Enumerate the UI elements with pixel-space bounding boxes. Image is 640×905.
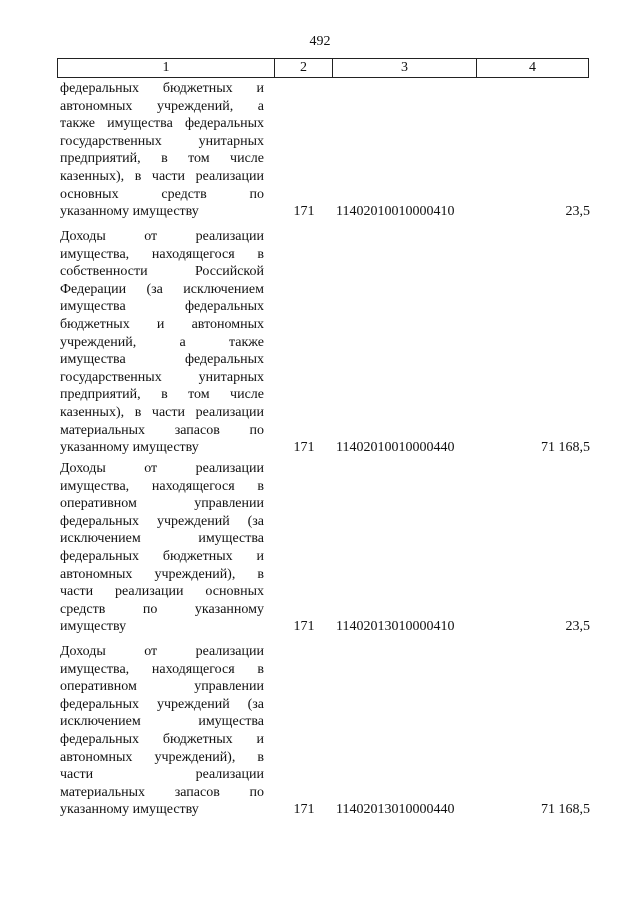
table-row <box>60 228 590 457</box>
budget-classification-code: 11402013010000440 <box>336 802 455 818</box>
row-description <box>60 460 264 636</box>
description-line: государственных унитарных <box>60 369 264 385</box>
description-line: также имущества федеральных <box>60 116 264 132</box>
description-line: федеральных бюджетных и <box>60 731 264 747</box>
table-row <box>60 460 590 636</box>
description-line: автономных учреждений), в <box>60 566 264 582</box>
description-line: исключением имущества <box>60 531 264 547</box>
header-col-2: 2 <box>274 59 332 77</box>
admin-code: 171 <box>293 802 315 818</box>
description-line: имущества федеральных <box>60 299 264 315</box>
description-line: части реализации основных <box>60 584 264 600</box>
description-line: исключением имущества <box>60 714 264 730</box>
page-number: 492 <box>309 34 331 49</box>
amount: 71 168,5 <box>541 802 590 818</box>
description-line: указанному имуществу <box>60 802 199 818</box>
description-line: бюджетных и автономных <box>60 316 264 332</box>
description-line: Доходы от реализации <box>60 461 264 476</box>
row-description <box>60 643 264 819</box>
description-line: собственности Российской <box>60 264 264 280</box>
description-line: предприятий, в том числе <box>60 151 264 167</box>
budget-classification-code: 11402013010000410 <box>336 619 455 635</box>
budget-classification-code: 11402010010000410 <box>336 204 455 220</box>
description-line: Федерации (за исключением <box>60 281 264 297</box>
description-line: федеральных учреждений (за <box>60 513 264 529</box>
description-line: федеральных учреждений (за <box>60 696 264 712</box>
admin-code: 171 <box>293 440 315 456</box>
header-col-1: 1 <box>162 60 170 75</box>
description-line: автономных учреждений), в <box>60 749 264 765</box>
description-line: учреждений, а также <box>60 334 264 350</box>
description-line: федеральных бюджетных и <box>60 548 264 564</box>
description-line: оперативном управлении <box>60 679 264 695</box>
description-line: оперативном управлении <box>60 496 264 512</box>
table-row <box>60 80 590 221</box>
description-line: материальных запасов по <box>60 422 264 438</box>
description-line: государственных унитарных <box>60 133 264 149</box>
description-line: автономных учреждений, а <box>60 98 264 114</box>
description-line: казенных), в части реализации <box>60 404 264 420</box>
row-description <box>60 228 264 457</box>
description-line: имущества, находящегося в <box>60 246 264 262</box>
description-line: имущества, находящегося в <box>60 661 264 677</box>
row-description <box>60 80 264 221</box>
table-header <box>57 58 589 78</box>
table-row <box>60 643 590 819</box>
description-line: Доходы от реализации <box>60 229 264 244</box>
description-line: казенных), в части реализации <box>60 168 264 184</box>
amount: 23,5 <box>565 619 590 635</box>
header-col-3: 3 <box>332 59 476 77</box>
description-line: имущества, находящегося в <box>60 478 264 494</box>
description-line: имуществу <box>60 619 127 635</box>
description-line: федеральных бюджетных и <box>60 81 264 96</box>
amount: 71 168,5 <box>541 440 590 456</box>
header-col-4: 4 <box>476 59 588 77</box>
budget-classification-code: 11402010010000440 <box>336 440 455 456</box>
description-line: материальных запасов по <box>60 784 264 800</box>
description-line: предприятий, в том числе <box>60 387 264 403</box>
description-line: указанному имуществу <box>60 204 199 220</box>
description-line: имущества федеральных <box>60 352 264 368</box>
description-line: средств по указанному <box>60 601 264 617</box>
admin-code: 171 <box>293 204 315 220</box>
description-line: Доходы от реализации <box>60 644 264 659</box>
amount: 23,5 <box>565 204 590 220</box>
admin-code: 171 <box>293 619 315 635</box>
description-line: части реализации <box>60 767 264 783</box>
description-line: указанному имуществу <box>60 440 199 456</box>
description-line: основных средств по <box>60 186 264 202</box>
